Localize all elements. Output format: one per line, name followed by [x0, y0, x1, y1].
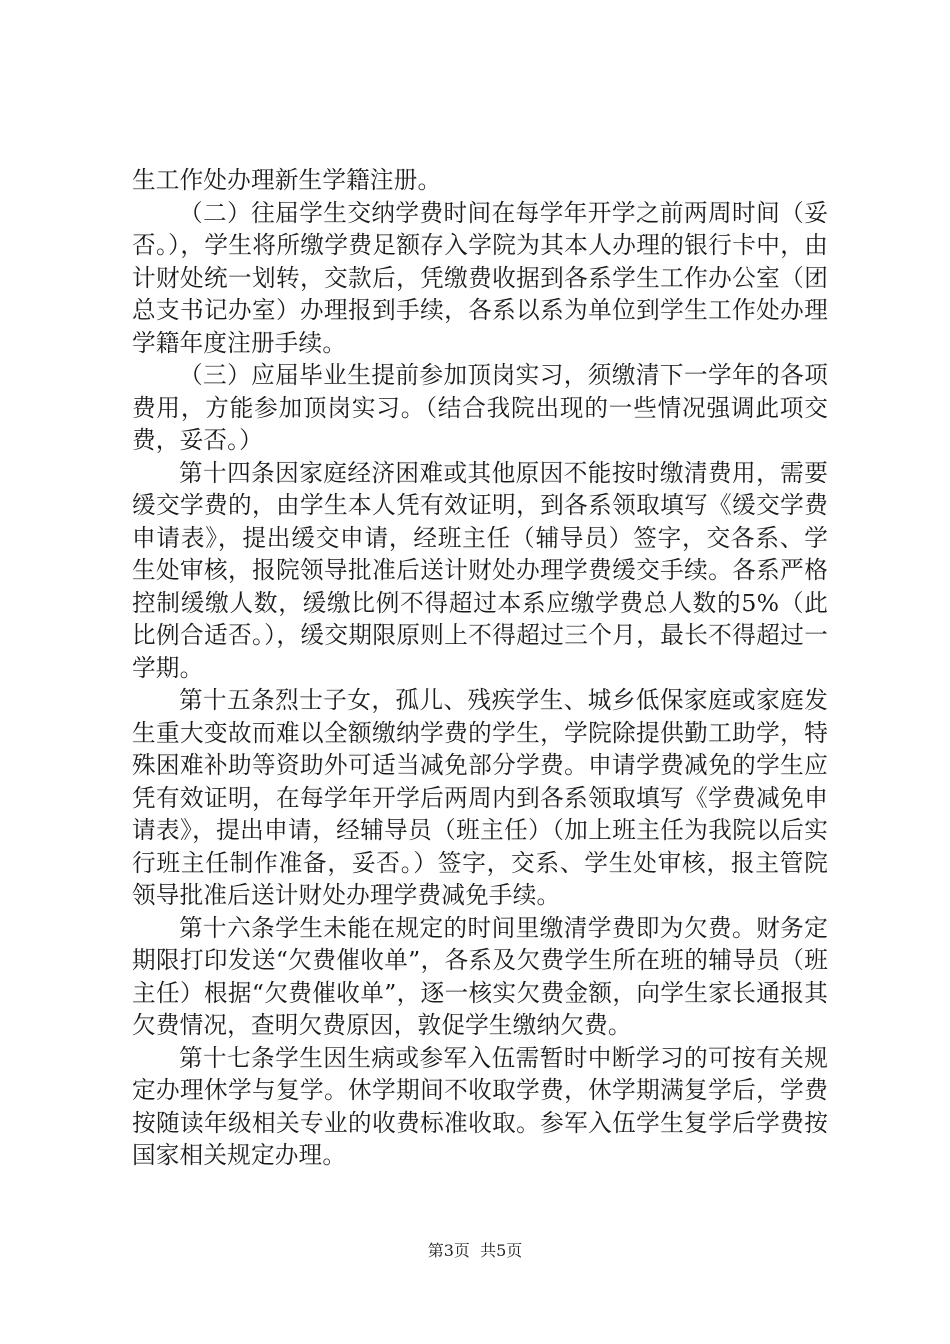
page-number-label: 第3页 共5页	[427, 1241, 523, 1260]
paragraph-item-3: （三）应届毕业生提前参加顶岗实习，须缴清下一学年的各项费用，方能参加顶岗实习。（结合我院出现的一些情况强调此项交费，妥否。）	[132, 361, 828, 454]
paragraph-article-14: 第十四条因家庭经济困难或其他原因不能按时缴清费用，需要缓交学费的，由学生本人凭有效证明，到各系领取填写《缓交学费申请表》，提出缓交申请，经班主任（辅导员）签字，交各系、学生处审核，报院领导批准后送计财处办理学费缓交手续。各系严格控制缓缴人数，缓缴比例不得超过本系应缴学费总人数的5%（此比例合适否。），缓交期限原则上不得超过三个月，最长不得超过一学期。	[132, 458, 828, 682]
document-body	[132, 164, 828, 1172]
paragraph-item-2: （二）往届学生交纳学费时间在每学年开学之前两周时间（妥否。），学生将所缴学费足额存入学院为其本人办理的银行卡中，由计财处统一划转，交款后，凭缴费收据到各系学生工作办公室（团总支书记办室）办理报到手续，各系以系为单位到学生工作处办理学籍年度注册手续。	[132, 198, 828, 357]
page-footer	[0, 1241, 950, 1261]
paragraph-article-16: 第十六条学生未能在规定的时间里缴清学费即为欠费。财务定期限打印发送“欠费催收单”，各系及欠费学生所在班的辅导员（班主任）根据“欠费催收单”，逐一核实欠费金额，向学生家长通报其欠费情况，查明欠费原因，敦促学生缴纳欠费。	[132, 913, 828, 1039]
paragraph-article-17: 第十七条学生因生病或参军入伍需暂时中断学习的可按有关规定办理休学与复学。休学期间不收取学费，休学期满复学后，学费按随读年级相关专业的收费标准收取。参军入伍学生复学后学费按国家相关规定办理。	[132, 1043, 828, 1169]
paragraph-continuation: 生工作处办理新生学籍注册。	[132, 166, 442, 194]
paragraph-article-15: 第十五条烈士子女，孤儿、残疾学生、城乡低保家庭或家庭发生重大变故而难以全额缴纳学费的学生，学院除提供勤工助学，特殊困难补助等资助外可适当减免部分学费。申请学费减免的学生应凭有效证明，在每学年开学后两周内到各系领取填写《学费减免申请表》，提出申请，经辅导员（班主任）（加上班主任为我院以后实行班主任制作准备，妥否。）签字，交系、学生处审核，报主管院领导批准后送计财处办理学费减免手续。	[132, 686, 828, 909]
